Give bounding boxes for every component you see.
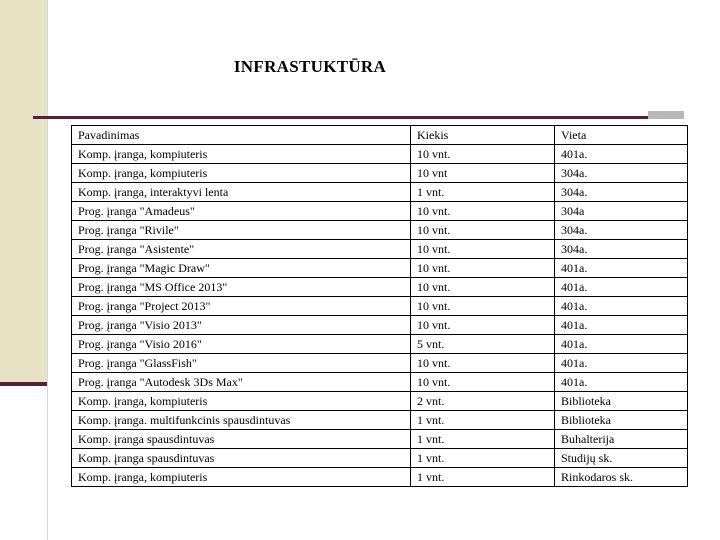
- table-row: [72, 316, 688, 335]
- cell-name: Prog. įranga "Rivile": [72, 221, 411, 240]
- cell-location: 401a.: [555, 373, 688, 392]
- cell-location: Biblioteka: [555, 392, 688, 411]
- table-row: [72, 240, 688, 259]
- title-underline-accent: [648, 111, 684, 119]
- table-row: [72, 278, 688, 297]
- cell-quantity: 10 vnt.: [411, 240, 555, 259]
- cell-quantity: 10 vnt.: [411, 316, 555, 335]
- cell-quantity: 10 vnt.: [411, 297, 555, 316]
- header-location: Vieta: [555, 126, 688, 145]
- cell-quantity: 1 vnt.: [411, 411, 555, 430]
- cell-name: Prog. įranga "Autodesk 3Ds Max": [72, 373, 411, 392]
- cell-name: Prog. įranga "Project 2013": [72, 297, 411, 316]
- cell-location: 401a.: [555, 354, 688, 373]
- table-row: [72, 297, 688, 316]
- cell-quantity: 10 vnt.: [411, 221, 555, 240]
- table-row: [72, 411, 688, 430]
- table-row: [72, 145, 688, 164]
- cell-name: Komp. įranga, kompiuteris: [72, 468, 411, 487]
- table-row: [72, 373, 688, 392]
- cell-quantity: 10 vnt.: [411, 202, 555, 221]
- cell-location: 304a.: [555, 221, 688, 240]
- table-row: [72, 221, 688, 240]
- table-row: [72, 335, 688, 354]
- cell-quantity: 1 vnt.: [411, 183, 555, 202]
- table-row: [72, 202, 688, 221]
- cell-quantity: 2 vnt.: [411, 392, 555, 411]
- cell-quantity: 10 vnt: [411, 164, 555, 183]
- infrastructure-table: [71, 125, 688, 487]
- cell-location: 401a.: [555, 297, 688, 316]
- cell-name: Prog. įranga "Visio 2013": [72, 316, 411, 335]
- cell-location: 304a: [555, 202, 688, 221]
- cell-quantity: 1 vnt.: [411, 430, 555, 449]
- table-row: [72, 354, 688, 373]
- cell-quantity: 5 vnt.: [411, 335, 555, 354]
- cell-name: Prog. įranga "Asistente": [72, 240, 411, 259]
- table-row: [72, 183, 688, 202]
- cell-name: Komp. įranga, kompiuteris: [72, 392, 411, 411]
- cell-quantity: 10 vnt.: [411, 278, 555, 297]
- table-header-row: [72, 126, 688, 145]
- cell-name: Komp. įranga, kompiuteris: [72, 145, 411, 164]
- cell-name: Komp. įranga spausdintuvas: [72, 449, 411, 468]
- cell-location: 401a.: [555, 316, 688, 335]
- header-quantity: Kiekis: [411, 126, 555, 145]
- table-row: [72, 449, 688, 468]
- side-decoration-accent: [0, 382, 47, 386]
- side-divider-line: [47, 0, 48, 540]
- cell-location: 304a.: [555, 164, 688, 183]
- table-row: [72, 164, 688, 183]
- cell-name: Prog. įranga "Visio 2016": [72, 335, 411, 354]
- cell-location: Rinkodaros sk.: [555, 468, 688, 487]
- cell-location: 401a.: [555, 278, 688, 297]
- cell-location: 401a.: [555, 259, 688, 278]
- cell-location: Studijų sk.: [555, 449, 688, 468]
- title-underline: [33, 116, 648, 119]
- cell-name: Prog. įranga "Amadeus": [72, 202, 411, 221]
- cell-quantity: 1 vnt.: [411, 468, 555, 487]
- cell-location: 401a.: [555, 335, 688, 354]
- cell-name: Prog. įranga "MS Office 2013": [72, 278, 411, 297]
- header-name: Pavadinimas: [72, 126, 411, 145]
- cell-location: 304a.: [555, 240, 688, 259]
- cell-location: 304a.: [555, 183, 688, 202]
- cell-name: Komp. įranga spausdintuvas: [72, 430, 411, 449]
- cell-quantity: 1 vnt.: [411, 449, 555, 468]
- cell-name: Komp. įranga, kompiuteris: [72, 164, 411, 183]
- cell-name: Prog. įranga "GlassFish": [72, 354, 411, 373]
- cell-name: Prog. įranga "Magic Draw": [72, 259, 411, 278]
- table-row: [72, 468, 688, 487]
- cell-name: Komp. įranga, interaktyvi lenta: [72, 183, 411, 202]
- table-row: [72, 430, 688, 449]
- cell-location: Biblioteka: [555, 411, 688, 430]
- table-row: [72, 392, 688, 411]
- slide-title: INFRASTUKTŪRA: [233, 57, 387, 76]
- cell-quantity: 10 vnt.: [411, 145, 555, 164]
- cell-quantity: 10 vnt.: [411, 354, 555, 373]
- cell-quantity: 10 vnt.: [411, 259, 555, 278]
- cell-location: Buhalterija: [555, 430, 688, 449]
- cell-location: 401a.: [555, 145, 688, 164]
- cell-name: Komp. įranga. multifunkcinis spausdintuvas: [72, 411, 411, 430]
- cell-quantity: 10 vnt.: [411, 373, 555, 392]
- table-row: [72, 259, 688, 278]
